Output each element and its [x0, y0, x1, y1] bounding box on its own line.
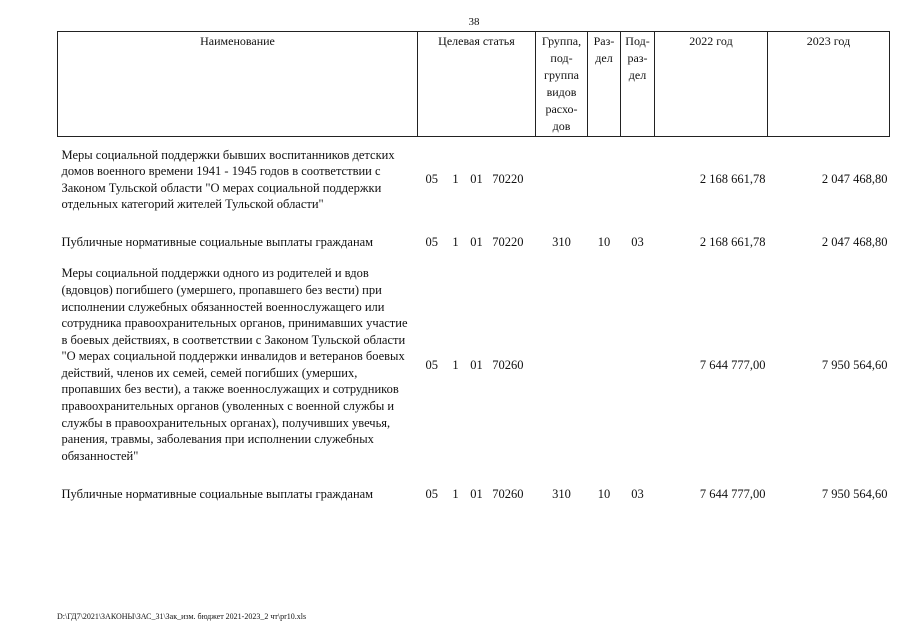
row-section: [588, 265, 621, 465]
row-subsection: [621, 265, 655, 465]
code-main-event: 01: [470, 486, 483, 501]
code-main-event: 01: [470, 357, 483, 372]
row-amount-2022: 2 168 661,78: [699, 234, 766, 249]
row-section: 10: [597, 234, 611, 249]
code-subprogram: 1: [452, 357, 459, 372]
row-amount-2023: 7 950 564,60: [821, 486, 888, 501]
row-name: Публичные нормативные социальные выплаты гражданам: [61, 486, 374, 501]
header-subsection-line: дел: [628, 68, 647, 82]
code-subprogram: 1: [452, 172, 459, 187]
row-amount-2023: 2 047 468,80: [821, 172, 888, 187]
header-group-line: расхо-: [545, 102, 578, 116]
page-number: 38: [468, 16, 480, 28]
header-target-article: Целевая статья: [418, 32, 536, 137]
row-group: 310: [552, 486, 571, 501]
row-target-article: [418, 147, 536, 213]
header-group-line: Группа,: [541, 34, 582, 48]
row-amount-2023: 7 950 564,60: [821, 357, 888, 372]
header-year-2022: 2022 год: [655, 32, 768, 137]
table-row: [58, 233, 890, 251]
row-subsection: 03: [631, 234, 644, 249]
code-direction: 70260: [492, 357, 524, 372]
row-group: 310: [552, 234, 571, 249]
row-amount-2023: 2 047 468,80: [821, 234, 888, 249]
table-row: [58, 147, 890, 213]
row-name: Публичные нормативные социальные выплаты гражданам: [61, 234, 374, 249]
footer-file-path: D:\ГД7\2021\ЗАКОНЫ\ЗАС_31\Зак_изм. бюджет 2021-2023_2 чт\pr10.xls: [57, 612, 307, 621]
header-subsection-line: Под-: [625, 34, 650, 48]
row-target-article: [418, 233, 536, 251]
header-name: Наименование: [58, 32, 418, 137]
budget-table: [57, 31, 890, 503]
code-main-event: 01: [470, 234, 483, 249]
code-subprogram: 1: [452, 234, 459, 249]
row-group: [536, 147, 588, 213]
code-program: 05: [425, 172, 438, 187]
row-name: Меры социальной поддержки одного из родителей и вдов (вдовцов) погибшего (умершего, пропавшего без вести) при исполнении служебных обязанностей военнослужащего или сотрудника правоохранительных органов, принимавших участие в боевых действиях, в соответствии с Законом Тульской области "О мерах социальной поддержки инвалидов и ветеранов боевых действий, членов их семей, семей погибших (умерших, пропавших без вести), а также военнослужащих и сотрудников правоохранительных органов (уволенных с военной службы и службы в правоохранительных органах), получивших увечья, ранения, травмы, заболевания при исполнении служебных обязанностей": [61, 266, 408, 463]
code-direction: 70260: [492, 486, 524, 501]
code-direction: 70220: [492, 234, 524, 249]
row-name: Меры социальной поддержки бывших воспитанников детских домов военного времени 1941 - 1945 годов в соответствии с Законом Тульской области "О мерах социальной поддержки отдельных категорий жителей Тульской области": [61, 147, 395, 212]
table-row: [58, 265, 890, 465]
header-group-line: видов: [546, 85, 577, 99]
header-section: [588, 32, 621, 137]
header-group-line: под-: [550, 51, 573, 65]
header-group-line: дов: [552, 119, 571, 133]
code-program: 05: [425, 486, 438, 501]
code-direction: 70220: [492, 172, 524, 187]
row-section: [588, 147, 621, 213]
table-header-row: [58, 32, 890, 137]
header-subsection-line: раз-: [627, 51, 648, 65]
row-subsection: 03: [631, 486, 644, 501]
row-amount-2022: 2 168 661,78: [699, 172, 766, 187]
code-program: 05: [425, 234, 438, 249]
code-subprogram: 1: [452, 486, 459, 501]
row-target-article: [418, 265, 536, 465]
header-expense-group: [536, 32, 588, 137]
header-group-line: группа: [544, 68, 579, 82]
row-target-article: [418, 485, 536, 503]
row-group: [536, 265, 588, 465]
table-row: [58, 485, 890, 503]
header-subsection: [621, 32, 655, 137]
row-subsection: [621, 147, 655, 213]
header-year-2023: 2023 год: [768, 32, 890, 137]
row-section: 10: [597, 486, 611, 501]
header-section-line: дел: [595, 51, 613, 65]
code-main-event: 01: [470, 172, 483, 187]
row-amount-2022: 7 644 777,00: [699, 486, 766, 501]
code-program: 05: [425, 357, 438, 372]
header-section-line: Раз-: [593, 34, 615, 48]
row-amount-2022: 7 644 777,00: [699, 357, 766, 372]
